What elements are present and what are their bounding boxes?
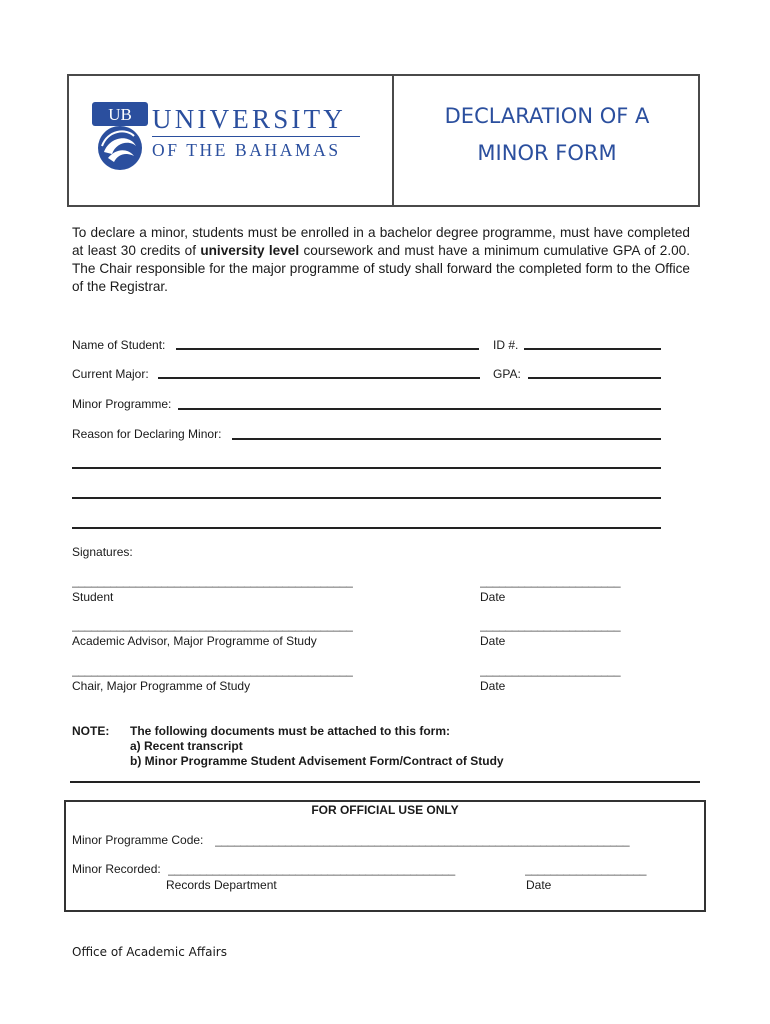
- reason-line-2[interactable]: [72, 467, 661, 469]
- minor-code-label: Minor Programme Code:: [72, 833, 204, 847]
- chair-signature-line[interactable]: ____________________________________________: [72, 663, 353, 677]
- note-item: a) Recent transcript: [130, 739, 243, 753]
- reason-line-3[interactable]: [72, 497, 661, 499]
- minor-label: Minor Programme:: [72, 397, 172, 411]
- id-label: ID #.: [493, 338, 519, 352]
- official-use-title: FOR OFFICIAL USE ONLY: [311, 803, 459, 817]
- records-department-label: Records Department: [166, 878, 277, 892]
- signatures-heading: Signatures:: [72, 545, 133, 559]
- signature-date-label: Date: [480, 634, 506, 648]
- logo-subtitle: OF THE BAHAMAS: [152, 140, 341, 160]
- signature-role-chair: Chair, Major Programme of Study: [72, 679, 251, 693]
- major-field[interactable]: [158, 377, 480, 379]
- footer-text: Office of Academic Affairs: [72, 945, 227, 959]
- logo-badge-text: UB: [108, 105, 132, 124]
- signature-date-label: Date: [480, 590, 506, 604]
- student-date-line[interactable]: ______________________: [480, 574, 621, 588]
- reason-field[interactable]: [232, 438, 661, 440]
- minor-code-field[interactable]: _________________________________________________________________: [215, 833, 630, 847]
- reason-label: Reason for Declaring Minor:: [72, 427, 222, 441]
- major-label: Current Major:: [72, 367, 149, 381]
- reason-line-4[interactable]: [72, 527, 661, 529]
- advisor-date-line[interactable]: ______________________: [480, 618, 621, 632]
- note-item: b) Minor Programme Student Advisement Form/Contract of Study: [130, 754, 504, 768]
- intro-bold: university level: [200, 243, 300, 258]
- section-divider: [70, 781, 700, 783]
- gpa-field[interactable]: [528, 377, 661, 379]
- name-label: Name of Student:: [72, 338, 166, 352]
- id-field[interactable]: [524, 348, 661, 350]
- minor-recorded-date-field[interactable]: ___________________: [525, 862, 647, 876]
- chair-date-line[interactable]: ______________________: [480, 663, 621, 677]
- minor-recorded-label: Minor Recorded:: [72, 862, 161, 876]
- intro-part2: coursework and must have a minimum cumulative GPA of 2.00. The Chair responsible for the major programme of study shall forward the completed form to the Office of the Registrar.: [72, 243, 690, 294]
- header-divider: [392, 74, 394, 207]
- signature-date-label: Date: [480, 679, 506, 693]
- minor-field[interactable]: [178, 408, 661, 410]
- gpa-label: GPA:: [493, 367, 521, 381]
- logo-rule: [152, 136, 360, 137]
- university-crest-icon: [90, 100, 152, 176]
- signature-role-student: Student: [72, 590, 114, 604]
- student-signature-line[interactable]: ____________________________________________: [72, 574, 353, 588]
- note-label: NOTE:: [72, 724, 110, 738]
- signature-role-advisor: Academic Advisor, Major Programme of Study: [72, 634, 317, 648]
- official-date-label: Date: [526, 878, 552, 892]
- minor-recorded-field[interactable]: _____________________________________________: [168, 862, 455, 876]
- form-title: [396, 98, 698, 172]
- note-text: The following documents must be attached to this form:: [130, 724, 451, 738]
- advisor-signature-line[interactable]: ____________________________________________: [72, 618, 353, 632]
- intro-part1: To declare a minor, students must be enrolled in a bachelor degree programme, must have completed at least 30 credits of: [72, 225, 690, 258]
- intro-paragraph: [72, 224, 690, 296]
- name-field[interactable]: [176, 348, 479, 350]
- form-title-line1: DECLARATION OF A: [444, 104, 650, 128]
- form-title-line2: MINOR FORM: [477, 141, 617, 165]
- logo-wordmark: UNIVERSITY: [152, 104, 346, 134]
